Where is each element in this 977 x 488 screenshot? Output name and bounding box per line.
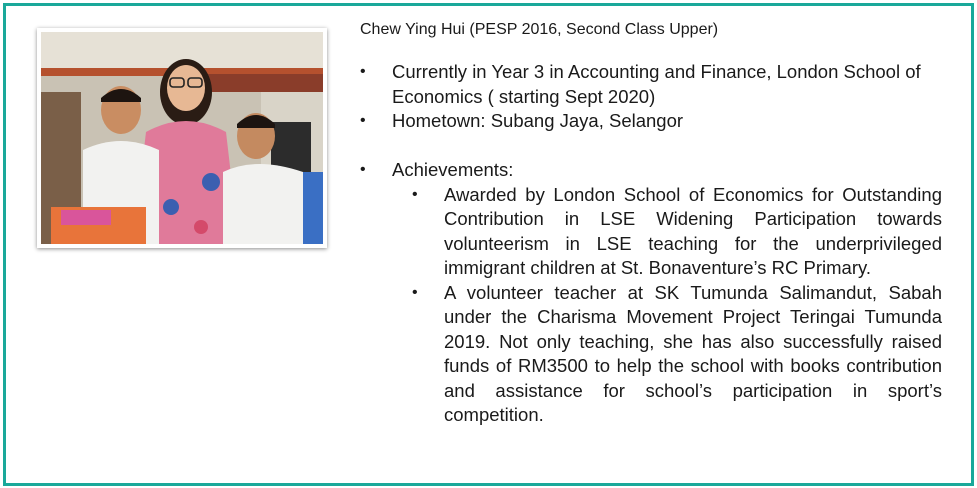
achievement-volunteer-teacher: • A volunteer teacher at SK Tumunda Salimandut, Sabah under the Charisma Movement Project Teringai Tumunda 2019. Not only teaching, she has also successfully raised funds of RM3500 to help the school with books contribution and assistance for school’s participation in sport’s competition. [444,281,942,425]
profile-photo [37,28,327,248]
profile-text [357,20,942,428]
photo-illustration [41,32,323,244]
profile-card [3,3,974,486]
list-item [357,158,942,428]
bullet-achievements: Achievements: [392,159,514,180]
achievements-list [392,183,942,428]
bullet-hometown: Hometown: Subang Jaya, Selangor [392,110,684,131]
info-list [357,60,942,428]
list-item [357,60,942,109]
list-item [357,109,942,134]
profile-title: Chew Ying Hui (PESP 2016, Second Class Upper) [360,21,719,38]
list-item [357,281,942,428]
bullet-current-study: Currently in Year 3 in Accounting and Finance, London School of Economics ( starting Sept 2020) [392,61,921,107]
achievement-lse-award: • Awarded by London School of Economics for Outstanding Contribution in LSE Widening Participation towards volunteerism in LSE teaching for the underprivileged immigrant children at St. Bonaventure’s RC Primary. [444,183,942,278]
list-item [357,183,942,281]
